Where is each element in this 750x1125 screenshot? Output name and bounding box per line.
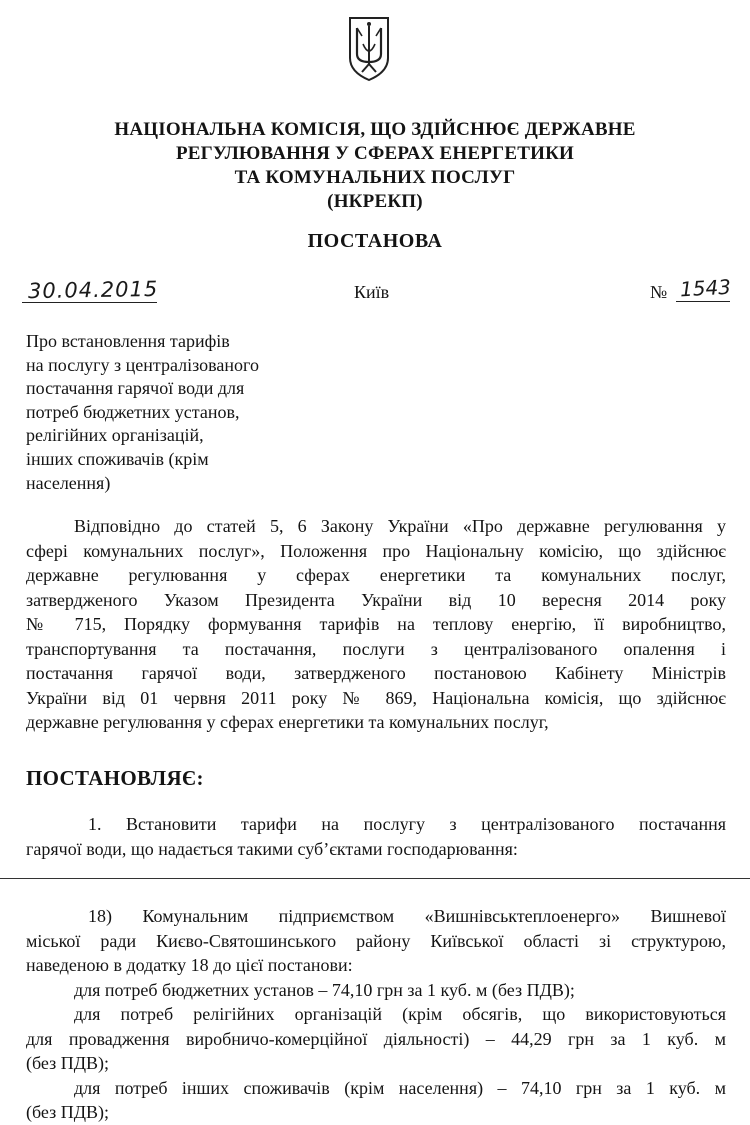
subject-line: релігійних організацій, — [26, 425, 204, 446]
clause-line: для потреб релігійних організацій (крім обсягів, що використовуються — [74, 1004, 726, 1024]
preamble — [26, 514, 726, 735]
preamble-line: України від 01 червня 2011 року № 869, Національна комісія, що здійснює — [26, 687, 726, 708]
handwritten-number: 1543 — [679, 274, 732, 302]
preamble-line: № 715, Порядку формування тарифів на теплову енергію, її виробництво, — [26, 614, 726, 634]
preamble-line: затвердженого Указом Президента України від 10 вересня 2014 року — [26, 589, 726, 610]
preamble-line: постачання гарячої води, затвердженого постановою Кабінету Міністрів — [26, 663, 726, 683]
clause-line: для потреб бюджетних установ – 74,10 грн за 1 куб. м (без ПДВ); — [74, 979, 575, 1000]
preamble-line: Відповідно до статей 5, 6 Закону України «Про державне регулювання у — [74, 516, 726, 536]
clause-line: для провадження виробничо-комерційної діяльності) – 44,29 грн за 1 куб. м — [26, 1028, 726, 1049]
subject-line: постачання гарячої води для — [26, 378, 245, 399]
subject-line: населення) — [26, 472, 111, 493]
subject-line: Про встановлення тарифів — [26, 331, 230, 351]
city: Київ — [354, 282, 390, 302]
issuer-line: РЕГУЛЮВАННЯ У СФЕРАХ ЕНЕРГЕТИКИ — [175, 143, 575, 164]
number-label: № — [650, 282, 668, 302]
clause-line: 18) Комунальним підприємством «Вишнівськтеплоенерго» Вишневої — [88, 906, 726, 926]
issuer-title — [0, 118, 750, 214]
clause-line: гарячої води, що надається такими суб’єктами господарювання: — [26, 838, 518, 859]
clause-line: (без ПДВ); — [26, 1053, 110, 1073]
subject-line: інших споживачів (крім — [26, 448, 209, 469]
trident-emblem-icon — [344, 14, 394, 82]
decree-word: ПОСТАНОВЛЯЄ: — [26, 766, 204, 790]
issuer-line: (НКРЕКП) — [327, 191, 423, 212]
issuer-line: НАЦІОНАЛЬНА КОМІСІЯ, ЩО ЗДІЙСНЮЄ ДЕРЖАВНЕ — [114, 119, 636, 140]
clause-18 — [26, 904, 726, 1125]
clause-1 — [26, 812, 726, 861]
clause-line: (без ПДВ); — [26, 1102, 110, 1122]
preamble-line: транспортування та постачання, послуги з централізованого опалення і — [26, 638, 726, 659]
number-underline — [676, 301, 730, 302]
subject-line: потреб бюджетних установ, — [26, 401, 240, 422]
document-type: ПОСТАНОВА — [307, 230, 443, 252]
clause-line: міської ради Києво-Святошинського району Київської області зі структурою, — [26, 930, 726, 951]
clause-line: для потреб інших споживачів (крім населення) – 74,10 грн за 1 куб. м — [74, 1077, 726, 1098]
clause-line: наведеною в додатку 18 до цієї постанови: — [26, 955, 353, 975]
clause-line: 1. Встановити тарифи на послугу з централізованого постачання — [88, 814, 726, 834]
preamble-line: сфері комунальних послуг», Положення про Національну комісію, що здійснює — [26, 540, 726, 561]
page-cut-line — [0, 878, 750, 879]
date-underline — [22, 302, 157, 303]
preamble-line: державне регулювання у сферах енергетики та комунальних послуг, — [26, 565, 726, 585]
subject-block — [26, 330, 326, 495]
subject-line: на послугу з централізованого — [26, 354, 259, 375]
issuer-line: ТА КОМУНАЛЬНИХ ПОСЛУГ — [234, 167, 516, 188]
preamble-line: державне регулювання у сферах енергетики та комунальних послуг, — [26, 712, 549, 732]
handwritten-date: 30.04.2015 — [27, 276, 159, 304]
